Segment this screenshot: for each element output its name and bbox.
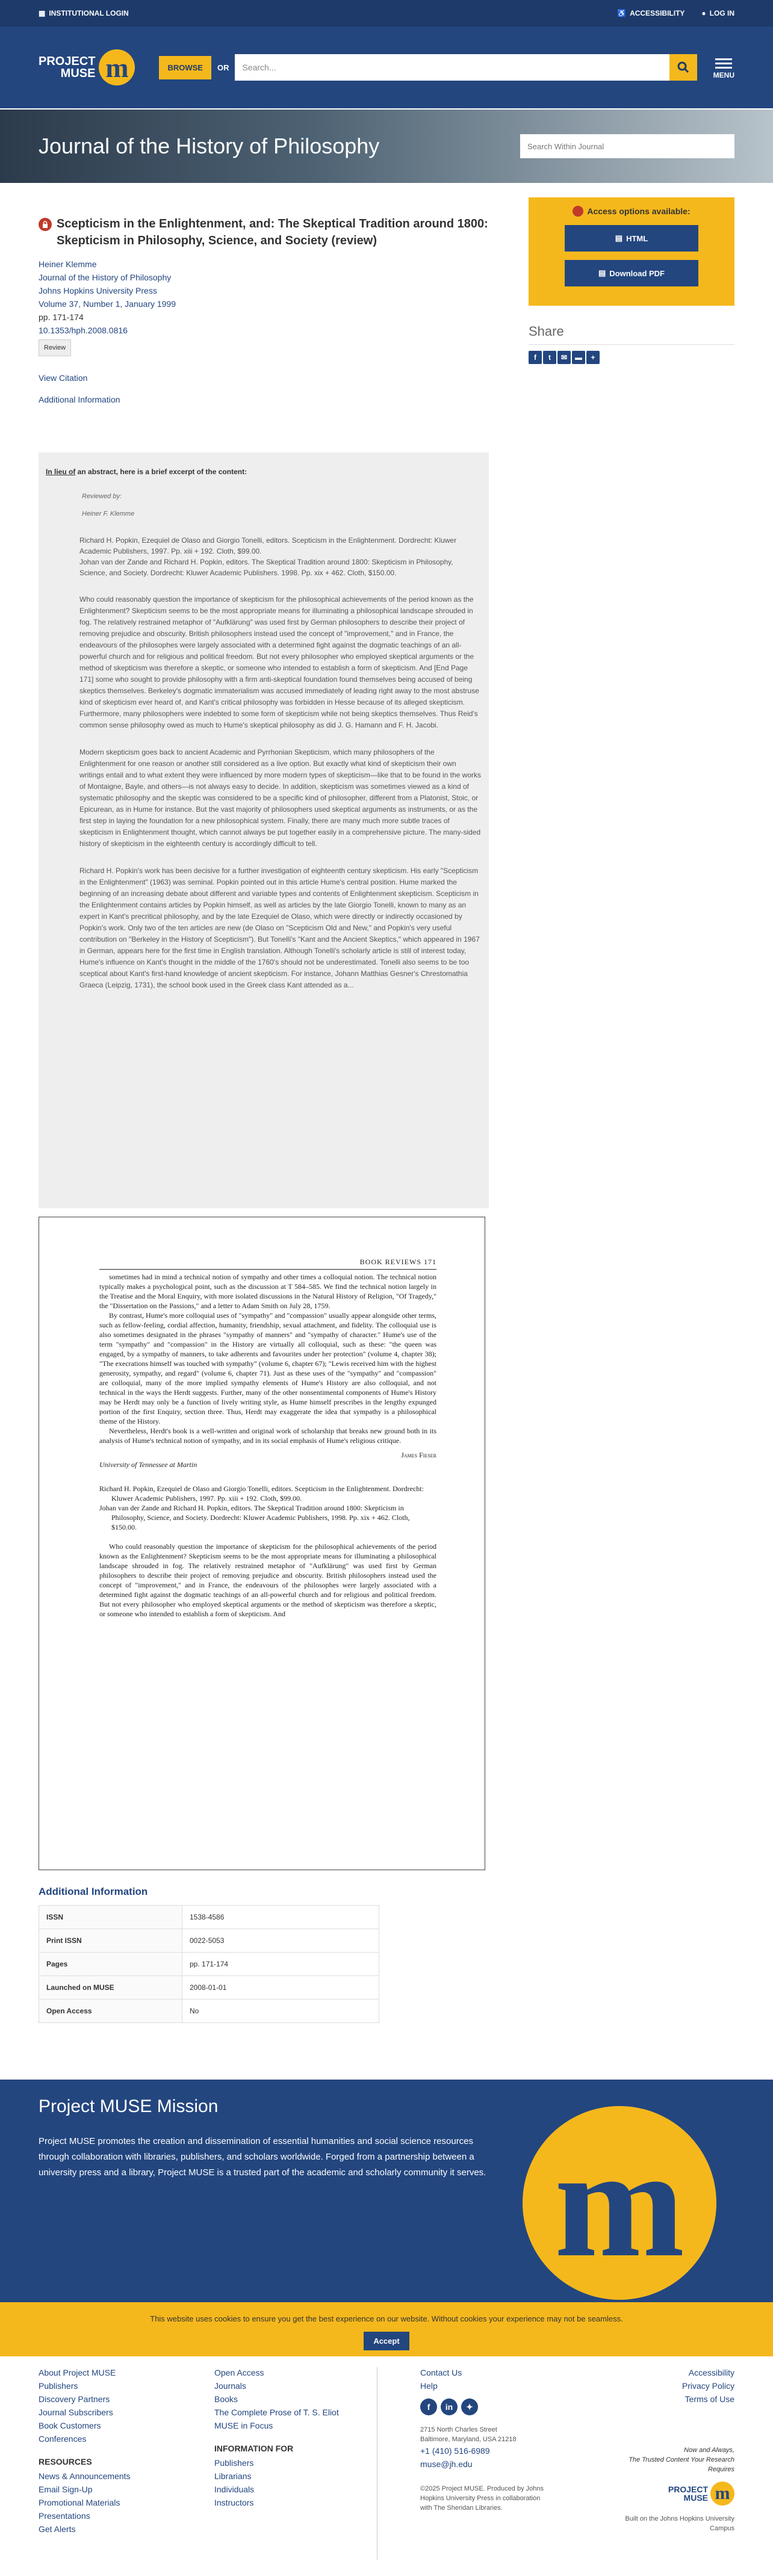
footer-link[interactable]: Publishers: [214, 2458, 254, 2468]
browse-button[interactable]: BROWSE: [159, 56, 211, 79]
email-link[interactable]: muse@jh.edu: [420, 2459, 473, 2469]
footer-link[interactable]: Individuals: [214, 2485, 255, 2494]
address-line-2: Baltimore, Maryland, USA 21218: [420, 2436, 517, 2443]
journal-title[interactable]: Journal of the History of Philosophy: [39, 134, 380, 158]
address-line-1: 2715 North Charles Street: [420, 2426, 497, 2433]
author-link[interactable]: Heiner Klemme: [39, 259, 97, 269]
footer-link[interactable]: Journal Subscribers: [39, 2408, 113, 2417]
journal-banner: [0, 110, 773, 183]
resources-heading: RESOURCES: [39, 2457, 92, 2466]
menu-button[interactable]: [713, 56, 734, 79]
institutional-login-link[interactable]: [39, 9, 129, 17]
site-header: [0, 26, 773, 108]
large-m-logo-icon: m: [523, 2106, 716, 2300]
footer-logo-project: PROJECT: [668, 2485, 708, 2494]
share-heading: Share: [529, 324, 734, 345]
accessibility-icon: ♿: [617, 9, 627, 17]
scan-paragraph-1: sometimes had in mind a technical notion of sympathy and other times a colloquial notion. The technical notion typically makes a psychological point, such as the discussion at T 584–585. We find the technical notion largely in the Treatise and the Moral Enquiry, with more isolated discussions in the Natural History of Religion, "Of Tragedy," the "Dissertation on the Passions," and a letter to Adam Smith on July 28, 1759.: [99, 1273, 436, 1310]
search-icon: [677, 61, 689, 73]
footer-link[interactable]: Accessibility: [688, 2368, 734, 2377]
mission-title: Project MUSE Mission: [39, 2096, 219, 2116]
footer-logo-muse: MUSE: [683, 2493, 708, 2503]
excerpt-bibliography-2: Johan van der Zande and Richard H. Popkin, editors. The Skeptical Tradition around 1800: Skepticism in Philosophy, Science, and Society. Dordrecht: Kluwer Academic Publishers. 1998. Pp. xix + 462. Cloth, $150.00.: [79, 558, 453, 577]
table-value: No: [182, 2000, 379, 2023]
table-value: 0022-5053: [182, 1929, 379, 1953]
scan-running-head: BOOK REVIEWS 171: [359, 1258, 436, 1266]
table-row: [39, 1953, 379, 1976]
footer-m-icon: m: [710, 2482, 734, 2506]
site-search-input[interactable]: Search...: [235, 54, 669, 81]
table-row: [39, 1929, 379, 1953]
table-key: ISSN: [39, 1906, 182, 1929]
table-value: 1538-4586: [182, 1906, 379, 1929]
pages-text: pp. 171-174: [39, 312, 84, 322]
cookie-banner: [0, 2302, 773, 2356]
email-icon[interactable]: ✉: [557, 351, 571, 364]
footer-link[interactable]: Books: [214, 2394, 238, 2404]
excerpt-paragraph-2: Modern skepticism goes back to ancient Academic and Pyrrhonian Skepticism, which many philosophers of the Enlightenment for one reason or another still considered as a live option. But exactly what kind of skepticism their own writings entail and to what extent they were influenced by more modern types of skepticism—like that to be found in the works of Montaigne, Bayle, and others—is not always easy to decide. In addition, skepticism was sometimes viewed as a kind of systematic philosophy and the skeptic was considered to be a specific kind of philosopher, different from a Platonist, Stoic, or Epicurean, as in Hume for instance. But the vast majority of philosophers used skeptical arguments as instruments, or as the first step in laying the foundation for a new philosophical system. Finally, there are many much more subtle traces of skepticism in Enlightenment thought, which cannot always be put together easily in a comprehensive picture. The many-sided history of skepticism in the eighteenth century is accordingly difficult to tell.: [79, 748, 482, 848]
footer-link[interactable]: The Complete Prose of T. S. Eliot: [214, 2408, 339, 2417]
logo-m-icon: m: [99, 49, 135, 85]
scan-paragraph-4: Who could reasonably question the importance of skepticism for the philosophical achievements of the period known as the Enlightenment? Skepticism seems to be the most appropriate means for illuminating a philosophical landscape shrouded in fog. The relatively restrained metaphor of "Aufklärung" was used first by German philosophers to describe their project of removing prejudice and obscurity. British philosophers instead used the concept of "improvement," and in France, the endeavours of the philosophes were largely associated with a determined fight against the dogmatic teachings of an all-powerful church and for religious and political freedom. But not every philosopher who employed skeptical arguments or the method of skepticism was therefore a skeptic, or someone who intended to establish a form of skepticism. And: [99, 1542, 436, 1618]
excerpt-bibliography-1: Richard H. Popkin, Ezequiel de Olaso and Giorgio Tonelli, editors. Scepticism in the Enlightenment. Dordrecht: Kluwer Academic Publishers, 1997. Pp. xiii + 192. Cloth, $99.00.: [79, 536, 457, 555]
additional-information-link[interactable]: Additional Information: [39, 395, 120, 404]
view-citation-link[interactable]: View Citation: [39, 373, 88, 383]
download-pdf-button[interactable]: [565, 260, 698, 286]
lock-icon: [573, 206, 583, 217]
html-button[interactable]: [565, 225, 698, 252]
user-icon: ●: [701, 9, 706, 17]
search-button[interactable]: [669, 54, 697, 81]
scan-signature: James Fieser: [401, 1451, 436, 1459]
article-header: [39, 215, 489, 416]
table-key: Print ISSN: [39, 1929, 182, 1953]
scan-bibliography-2: Johan van der Zande and Richard H. Popkin, editors. The Skeptical Tradition around 1800: Skepticism in Philosophy, Science, and Society. Dordrecht: Kluwer Academic Publishers, 1998. Pp. xix + 462. Cloth, $150.00.: [99, 1504, 410, 1531]
site-footer: [0, 2356, 773, 2576]
tagline-line-1: Now and Always,: [684, 2447, 734, 2454]
footer-logo[interactable]: [602, 2482, 734, 2506]
table-key: Launched on MUSE: [39, 1976, 182, 2000]
footer-link[interactable]: Open Access: [214, 2368, 264, 2377]
excerpt-paragraph-3: Richard H. Popkin's work has been decisive for a further investigation of eighteenth century skepticism. His early "Scepticism in the Enlightenment" (1963) was seminal. Popkin pointed out in this article Hume's central position. Hume marked the beginning of an increasing debate about different and variable types and contents of Enlightenment skepticism. Scepticism in the Enlightenment contains articles by Popkin himself, as well as articles by the late Giorgio Tonelli, known to many as an expert in Kant's precritical philosophy, and by the late Ezequiel de Olaso, which were directly or indirectly occasioned by Popkin's work. Only two of the ten articles are new (de Olaso on "Scepticism Old and New," and Popkin's very useful contribution on "Berkeley in the History of Scepticism"). But Tonelli's "Kant and the Ancient Skeptics," which appeared in 1967 in German, appears here for the first time in English translation. Although Tonelli's scholarly article is still of interest today, Hume's influence on Kant's thought in the middle of the 1760's should not be underestimated. Tonelli also seems to be too sceptical about Kant's first-hand knowledge of ancient skepticism. For instance, Johann Matthias Gesner's Chrestomathia Graeca (Leipzig, 1731), the school book used in the Greek class Kant attended as a...: [79, 866, 480, 989]
linkedin-icon[interactable]: in: [441, 2398, 458, 2415]
volume-link[interactable]: Volume 37, Number 1, January 1999: [39, 299, 176, 309]
footer-link[interactable]: Publishers: [39, 2381, 78, 2391]
footer-link[interactable]: MUSE in Focus: [214, 2421, 273, 2430]
footer-link[interactable]: Contact Us: [420, 2368, 462, 2377]
footer-link[interactable]: Discovery Partners: [39, 2394, 110, 2404]
tagline-line-2: The Trusted Content Your Research Requires: [629, 2456, 734, 2473]
reviewed-by-label: Reviewed by:: [82, 493, 122, 500]
more-share-icon[interactable]: +: [586, 351, 600, 364]
footer-link[interactable]: Presentations: [39, 2511, 90, 2521]
doi-link[interactable]: 10.1353/hph.2008.0816: [39, 326, 128, 335]
footer-link[interactable]: Privacy Policy: [681, 2381, 734, 2391]
footer-link[interactable]: Journals: [214, 2381, 246, 2391]
project-muse-logo[interactable]: [39, 49, 135, 85]
scan-bibliography-1: Richard H. Popkin, Ezequiel de Olaso and Giorgio Tonelli, editors. Scepticism in the Enlightenment. Dordrecht: Kluwer Academic Publishers, 1997. Pp. xiii + 192. Cloth, $99.00.: [99, 1484, 424, 1503]
hamburger-icon: [715, 58, 732, 69]
journal-link[interactable]: Journal of the History of Philosophy: [39, 273, 172, 282]
mission-section: [0, 2080, 773, 2302]
footer-link[interactable]: Instructors: [214, 2498, 254, 2507]
top-utility-bar: [0, 0, 773, 26]
reviewer-name: Heiner F. Klemme: [82, 510, 135, 517]
content-excerpt: [39, 452, 489, 1208]
footer-link[interactable]: Conferences: [39, 2434, 87, 2444]
twitter-icon[interactable]: t: [543, 351, 556, 364]
footer-col-3: [420, 2366, 565, 2513]
sidebar: [529, 197, 734, 364]
additional-information-table: [39, 1905, 379, 2023]
table-row: [39, 1976, 379, 2000]
table-key: Pages: [39, 1953, 182, 1976]
access-options-box: [529, 197, 734, 306]
accessibility-link[interactable]: [617, 9, 685, 17]
scan-paragraph-3: Nevertheless, Herdt's book is a well-written and original work of scholarship that breaks new ground both in its analysis of Hume's technical notion of sympathy, and in its social emphasis of Hume's religious critique.: [99, 1427, 436, 1445]
pdf-icon: ▤: [598, 268, 606, 277]
publisher-link[interactable]: Johns Hopkins University Press: [39, 286, 157, 295]
scan-rule: [99, 1269, 436, 1270]
information-for-heading: INFORMATION FOR: [214, 2444, 294, 2453]
additional-information-section: [39, 1886, 379, 2023]
review-badge: Review: [39, 339, 71, 356]
scan-affiliation: University of Tennessee at Martin: [99, 1460, 197, 1469]
bluesky-icon[interactable]: ✦: [461, 2398, 478, 2415]
excerpt-heading-rest: an abstract, here is a brief excerpt of the content:: [75, 468, 247, 476]
print-icon[interactable]: ▬: [572, 351, 585, 364]
or-text: OR: [217, 63, 229, 72]
table-row: [39, 1906, 379, 1929]
menu-label: MENU: [713, 70, 734, 79]
accept-cookies-button[interactable]: Accept: [364, 2332, 409, 2350]
access-options-title: Access options available:: [587, 206, 691, 216]
footer-link[interactable]: Help: [420, 2381, 438, 2391]
footer-col-4: [602, 2366, 734, 2533]
footer-link[interactable]: About Project MUSE: [39, 2368, 116, 2377]
table-value: pp. 171-174: [182, 1953, 379, 1976]
footer-col-1: [39, 2366, 131, 2536]
built-on-text: Built on the Johns Hopkins University Campus: [625, 2515, 734, 2532]
excerpt-paragraph-1: Who could reasonably question the importance of skepticism for the philosophical achievements of the period known as the Enlightenment? Skepticism seems to be the most appropriate means for illuminating a philosophical landscape shrouded in fog. The relatively restrained metaphor of "Aufklärung" was used first by German philosophers to describe their project of removing prejudice and obscurity. British philosophers instead used the concept of "improvement," and in France, the endeavours of the philosophes were largely associated with a determined fight against the dogmatic teachings of an all-powerful church and for religious and political freedom. But not every philosopher who employed skeptical arguments or the method of skepticism was therefore a skeptic, or someone who intended to establish a form of skepticism. And [End Page 171] some who sought to provide philosophy with a firm anti-skeptical foundation found themselves being accused of being skeptics themselves. Berkeley's dogmatic immaterialism was accused immediately of leading right away to the most abstruse kind of skepticism ever heard of, and Kant's critical philosophy was forbidden in Hesse because of its alleged skepticism. Furthermore, many philosophers were indebted to some form of skepticism while not being skeptics themselves. Thus Reid's common sense philosophy owed as much to Hume's skeptical philosophy as did J. G. Hamann and F. H. Jacobi.: [79, 595, 479, 729]
facebook-icon[interactable]: f: [529, 351, 542, 364]
table-row: [39, 2000, 379, 2023]
footer-link[interactable]: Librarians: [214, 2471, 252, 2481]
institutional-login-label: INSTITUTIONAL LOGIN: [49, 9, 129, 17]
html-label: HTML: [626, 233, 648, 243]
table-key: Open Access: [39, 2000, 182, 2023]
additional-information-heading: Additional Information: [39, 1886, 148, 1897]
footer-link[interactable]: Email Sign-Up: [39, 2485, 93, 2494]
mission-text: Project MUSE promotes the creation and dissemination of essential humanities and social science resources through collaboration with libraries, publishers, and scholars worldwide. Forged from a partnership between a university press and a library, Project MUSE is a trusted part of the academic and scholarly community it serves.: [39, 2136, 486, 2178]
document-icon: ▤: [615, 233, 623, 242]
footer-link[interactable]: Promotional Materials: [39, 2498, 120, 2507]
lock-icon: [39, 218, 52, 231]
article-title: Scepticism in the Enlightenment, and: The Skeptical Tradition around 1800: Skepticism in Philosophy, Science, and Society (review): [57, 217, 488, 247]
logo-muse-text: MUSE: [60, 67, 96, 80]
logo-project-text: PROJECT: [39, 55, 96, 68]
download-pdf-label: Download PDF: [609, 268, 665, 278]
table-value: 2008-01-01: [182, 1976, 379, 2000]
share-section: [529, 324, 734, 364]
scan-paragraph-2: By contrast, Hume's more colloquial uses of "sympathy" and "compassion" usually appear alongside other terms, such as fellow-feeling, cordial affection, humanity, friendship, sexual attachment, and fidelity. The colloquial use is also sometimes designated in the phrases "sympathy of manners" and "sympathy of character." Hume's use of the term "sympathy" and "compassion" in the History are virtually all colloquial, such as these: "the queen was engaged, by a sympathy of manners, to take adherents and favourites under her protection" (volume 4, chapter 38); "The execrations himself was touched with sympathy" (volume 6, chapter 67); "Lewis received him with the highest generosity, sympathy, and regard" (volume 6, chapter 71). Just as these uses of the "sympathy" and "compassion" are colloquial, many of the more implied sympathy elements of Hume's History are also colloquial, and not technical in the ways the Herdt suggests. Further, many of the other nonsentimental components of Hume's History may be Herdt may only be a function of lively writing style, as Hume himself prescribes in the lengthy expunged portion of the first Enquiry, section three. Thus, Herdt may exaggerate the idea that sympathy is a philosophical theme of the History.: [99, 1311, 436, 1425]
phone-link[interactable]: +1 (410) 516-6989: [420, 2446, 490, 2456]
footer-link[interactable]: Get Alerts: [39, 2524, 76, 2534]
footer-link[interactable]: Terms of Use: [685, 2394, 734, 2404]
log-in-label: LOG IN: [709, 9, 734, 17]
building-icon: ▦: [39, 9, 46, 17]
footer-link[interactable]: News & Announcements: [39, 2471, 131, 2481]
facebook-icon[interactable]: f: [420, 2398, 437, 2415]
journal-search-input[interactable]: Search Within Journal: [520, 134, 734, 158]
footer-col-2: [214, 2366, 339, 2509]
excerpt-heading: [46, 467, 482, 477]
excerpt-heading-underlined: In lieu of: [46, 468, 76, 476]
accessibility-label: ACCESSIBILITY: [630, 9, 685, 17]
page-scan-image: [39, 1217, 485, 1870]
cookie-text: This website uses cookies to ensure you get the best experience on our website. Without cookies your experience may not be seamless.: [150, 2314, 623, 2323]
log-in-link[interactable]: [701, 9, 734, 17]
footer-link[interactable]: Book Customers: [39, 2421, 101, 2430]
copyright-text: ©2025 Project MUSE. Produced by Johns Hopkins University Press in collaboration with The Sheridan Libraries.: [420, 2485, 544, 2512]
